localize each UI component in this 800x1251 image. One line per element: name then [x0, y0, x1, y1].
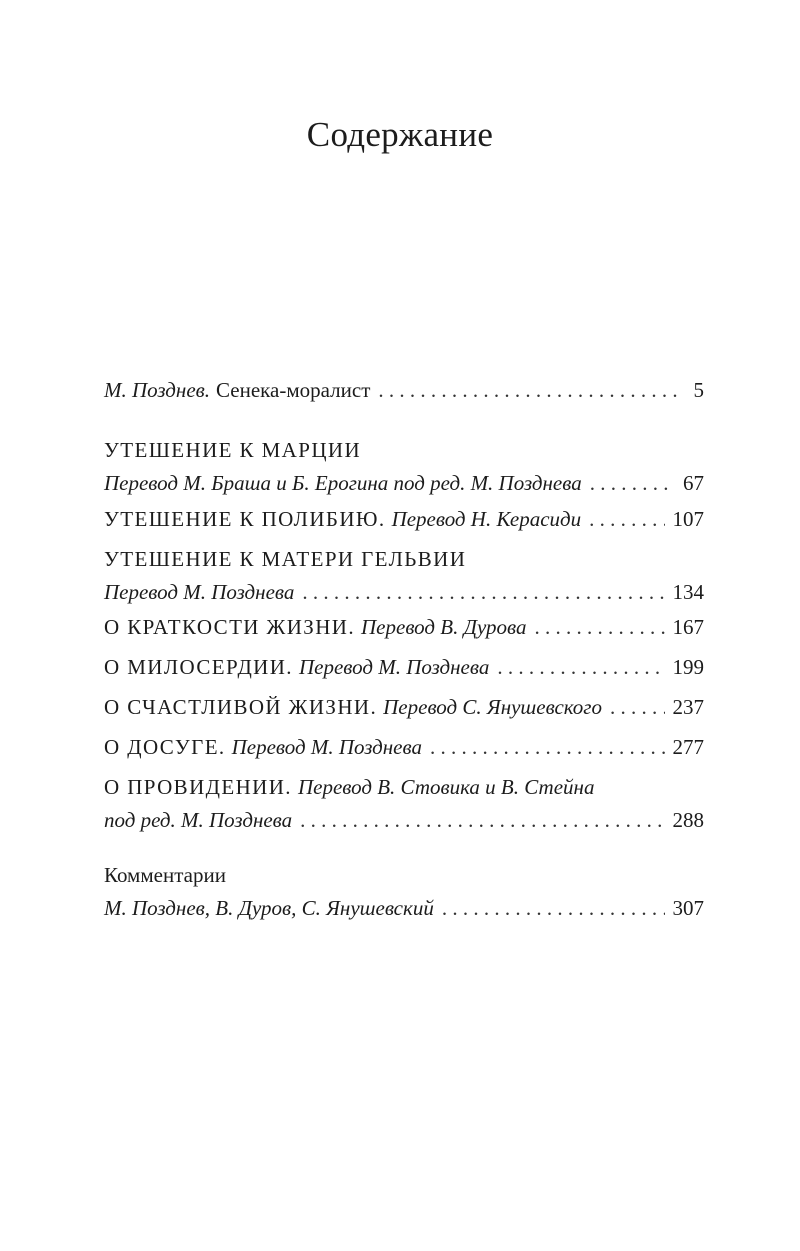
- toc-entry-marcia[interactable]: [104, 434, 704, 500]
- dot-leader: [302, 576, 664, 609]
- dot-leader: [300, 804, 664, 837]
- entry-translator: Перевод В. Дурова: [361, 615, 527, 639]
- toc-entry-clemency[interactable]: [104, 651, 704, 684]
- entry-page: 307: [672, 896, 704, 920]
- entry-page: 134: [672, 580, 704, 604]
- dot-leader: [589, 503, 664, 536]
- entry-title: О ДОСУГЕ.: [104, 735, 226, 759]
- entry-translator: М. Позднев, В. Дуров, С. Янушевский: [104, 896, 434, 920]
- toc-entry-intro[interactable]: [104, 374, 704, 407]
- entry-title: Комментарии: [104, 863, 226, 887]
- toc-entry-leisure[interactable]: [104, 731, 704, 764]
- entry-title: Сенека-моралист: [216, 378, 371, 402]
- entry-page: 67: [683, 471, 704, 495]
- page-title: Содержание: [306, 115, 494, 154]
- toc-entry-helvia[interactable]: [104, 543, 704, 609]
- dot-leader: [610, 691, 665, 724]
- entry-translator: Перевод В. Стовика и В. Стейна: [297, 775, 595, 799]
- entry-translator: Перевод С. Янушевского: [383, 695, 602, 719]
- toc-entry-commentary[interactable]: [104, 859, 704, 925]
- entry-translator: Перевод Н. Керасиди: [391, 507, 582, 531]
- entry-translator: Перевод М. Позднева: [231, 735, 422, 759]
- dot-leader: [497, 651, 664, 684]
- entry-title: УТЕШЕНИЕ К МАТЕРИ ГЕЛЬВИИ: [104, 547, 467, 571]
- toc-entry-providence[interactable]: [104, 771, 704, 837]
- entry-translator-continued: под ред. М. Позднева: [104, 808, 293, 832]
- entry-translator: Перевод М. Браша и Б. Ерогина под ред. М. Позднева: [104, 471, 582, 495]
- entry-title: О КРАТКОСТИ ЖИЗНИ.: [104, 615, 356, 639]
- entry-page: 277: [672, 735, 704, 759]
- entry-page: 199: [672, 655, 704, 679]
- entry-page: 237: [672, 695, 704, 719]
- entry-author: М. Позднев.: [104, 378, 211, 402]
- toc-entry-happy-life[interactable]: [104, 691, 704, 724]
- entry-translator: Перевод М. Позднева: [104, 580, 295, 604]
- entry-title: УТЕШЕНИЕ К ПОЛИБИЮ.: [104, 507, 386, 531]
- entry-title: О СЧАСТЛИВОЙ ЖИЗНИ.: [104, 695, 378, 719]
- entry-title: УТЕШЕНИЕ К МАРЦИИ: [104, 438, 362, 462]
- entry-title: О ПРОВИДЕНИИ.: [104, 775, 292, 799]
- toc-entry-polybius[interactable]: [104, 503, 704, 536]
- dot-leader: [534, 611, 664, 644]
- dot-leader: [430, 731, 665, 764]
- toc-entry-brevity[interactable]: [104, 611, 704, 644]
- dot-leader: [378, 374, 682, 407]
- entry-translator: Перевод М. Позднева: [298, 655, 490, 679]
- dot-leader: [442, 892, 665, 925]
- entry-page: 107: [672, 507, 704, 531]
- entry-page: 167: [672, 615, 704, 639]
- entry-page: 5: [693, 378, 704, 402]
- entry-title: О МИЛОСЕРДИИ.: [104, 655, 293, 679]
- dot-leader: [590, 467, 675, 500]
- entry-page: 288: [672, 808, 704, 832]
